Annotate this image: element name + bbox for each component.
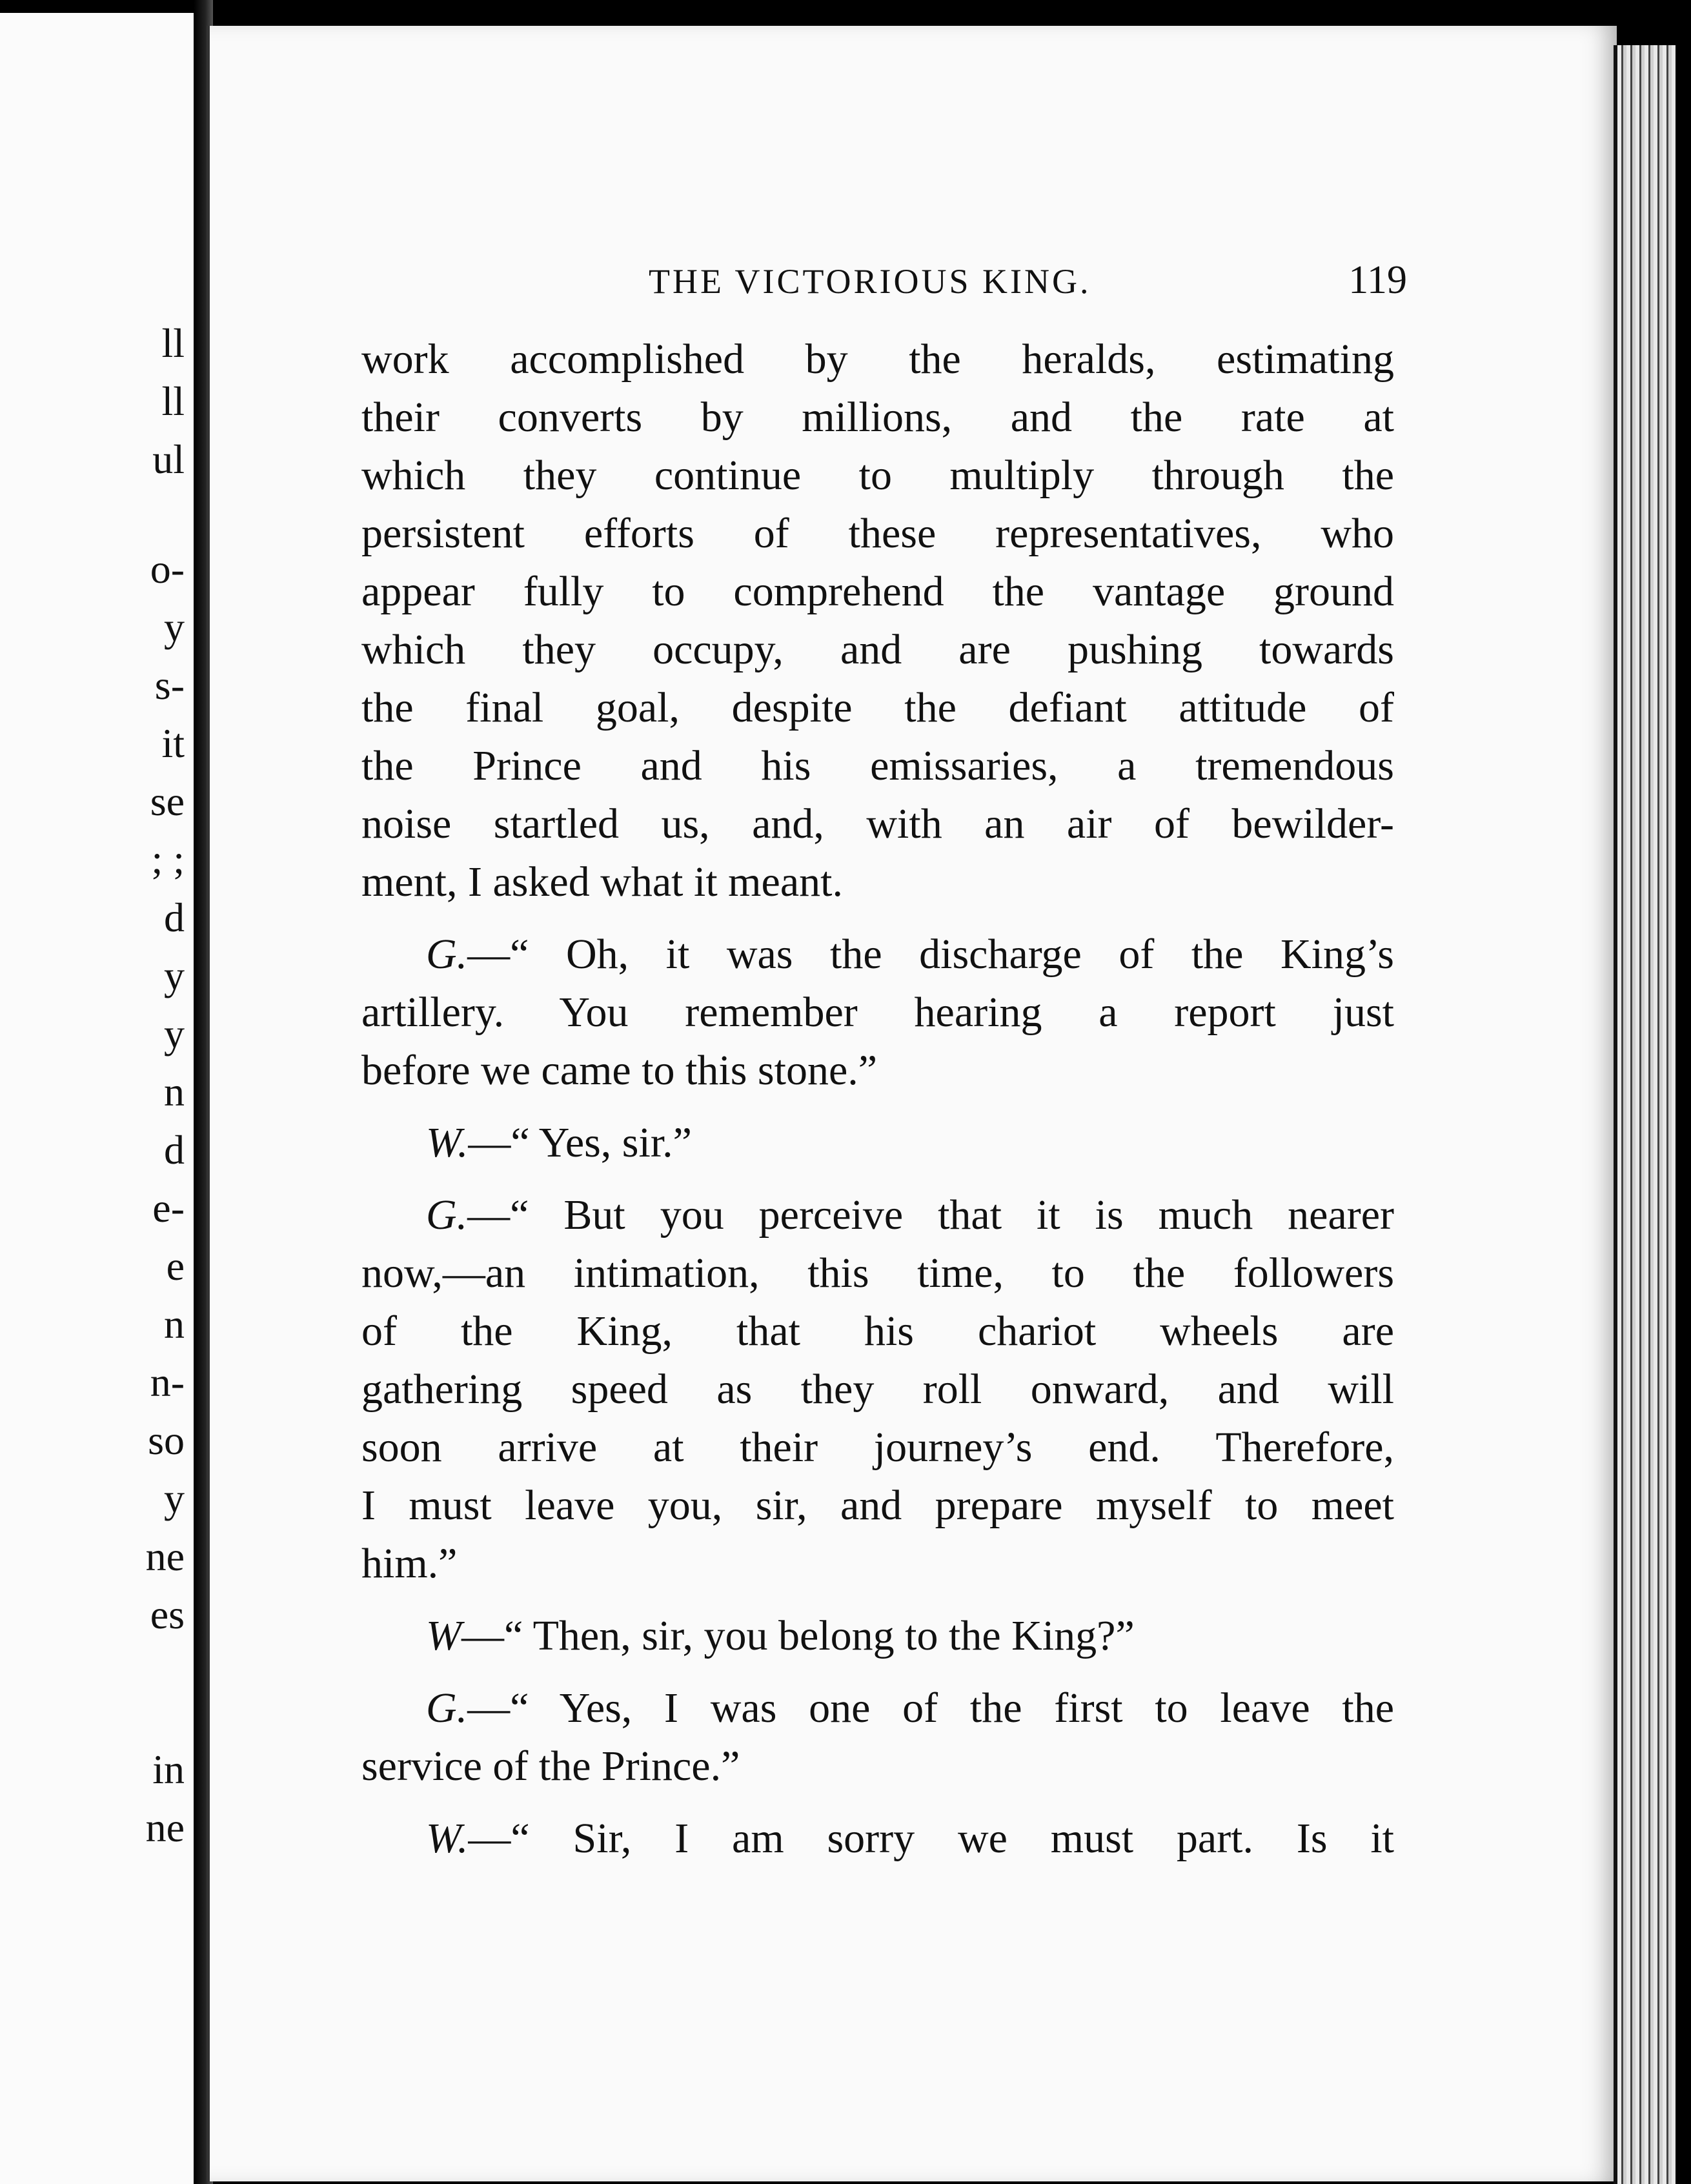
page-body — [361, 330, 1394, 1868]
speaker-label: W — [426, 1612, 461, 1659]
text-line — [361, 1679, 1394, 1737]
page-edges — [1614, 45, 1676, 2184]
left-fragment: n- — [150, 1359, 185, 1405]
left-fragment: y — [164, 604, 185, 650]
left-fragment: es — [150, 1592, 185, 1637]
paragraph — [361, 330, 1394, 911]
left-fragment: e — [166, 1243, 185, 1289]
left-fragment: se — [150, 778, 185, 824]
text-line — [361, 925, 1394, 984]
speaker-label: G. — [426, 1191, 468, 1239]
speaker-label: G. — [426, 1684, 468, 1732]
text-line — [361, 1607, 1394, 1665]
dialogue-text: —“ Then, sir, you belong to the King?” — [461, 1612, 1135, 1659]
left-fragment: d — [164, 895, 185, 940]
text-line: soon arrive at their journey’s end. Therefore, — [361, 1424, 1394, 1471]
dialogue-text: —“ Sir, I am sorry we must part. Is it — [468, 1815, 1394, 1862]
left-fragment: ne — [145, 1805, 185, 1850]
dialogue-text: —“ Yes, I was one of the first to leave the — [467, 1684, 1394, 1732]
left-fragment: it — [161, 720, 185, 766]
text-line: which they occupy, and are pushing towards — [361, 626, 1394, 673]
left-fragment: ll — [161, 378, 185, 424]
left-fragment: ll — [161, 320, 185, 366]
left-fragment: d — [164, 1127, 185, 1173]
left-fragment: n — [164, 1301, 185, 1347]
left-fragment: n — [164, 1069, 185, 1115]
left-fragment: ; ; — [151, 836, 185, 882]
left-fragment: o- — [150, 546, 185, 592]
left-fragment: so — [148, 1417, 185, 1463]
page-number: 119 — [1348, 258, 1407, 302]
text-line: their converts by millions, and the rate at — [361, 394, 1394, 441]
dialogue-paragraph — [361, 1114, 1394, 1172]
left-fragment: ul — [152, 436, 185, 482]
text-line — [361, 1114, 1394, 1172]
dialogue-text: —“ Yes, sir.” — [468, 1119, 692, 1166]
text-line: I must leave you, sir, and prepare myself to meet — [361, 1482, 1394, 1529]
left-fragment: y — [164, 1475, 185, 1521]
running-head: THE VICTORIOUS KING. — [649, 262, 1091, 301]
left-fragment: in — [152, 1746, 185, 1792]
speaker-label: W. — [426, 1119, 469, 1166]
text-line: before we came to this stone.” — [361, 1047, 878, 1094]
text-line: noise startled us, and, with an air of bewilder- — [361, 800, 1394, 847]
text-line: service of the Prince.” — [361, 1743, 740, 1790]
dialogue-paragraph — [361, 1679, 1394, 1795]
text-line — [361, 1186, 1394, 1244]
speaker-label: G. — [426, 931, 468, 978]
dialogue-paragraph — [361, 1810, 1394, 1868]
text-line: of the King, that his chariot wheels are — [361, 1308, 1394, 1355]
text-line: which they continue to multiply through the — [361, 452, 1394, 499]
text-line: persistent efforts of these representatives, who — [361, 510, 1394, 557]
text-line: ment, I asked what it meant. — [361, 858, 843, 905]
text-line: the final goal, despite the defiant attitude of — [361, 684, 1394, 731]
left-fragment: y — [164, 1011, 185, 1057]
text-line: artillery. You remember hearing a report just — [361, 989, 1394, 1036]
left-fragment: ne — [145, 1533, 185, 1579]
dialogue-paragraph — [361, 1607, 1394, 1665]
speaker-label: W. — [426, 1815, 469, 1862]
dialogue-text: —“ Oh, it was the discharge of the King’s — [467, 931, 1394, 978]
text-line: work accomplished by the heralds, estimating — [361, 336, 1394, 383]
text-line — [361, 1810, 1394, 1868]
text-line: the Prince and his emissaries, a tremendous — [361, 742, 1394, 789]
left-fragment: y — [164, 953, 185, 998]
facing-page-fragment — [0, 13, 197, 2184]
left-fragment: e- — [152, 1185, 185, 1231]
dialogue-paragraph — [361, 925, 1394, 1100]
left-fragment: s- — [154, 662, 185, 708]
dialogue-paragraph — [361, 1186, 1394, 1593]
text-line: appear fully to comprehend the vantage ground — [361, 568, 1394, 615]
dialogue-text: —“ But you perceive that it is much nearer — [467, 1191, 1394, 1239]
text-line: now,—an intimation, this time, to the followers — [361, 1249, 1394, 1297]
page-header — [649, 258, 1407, 313]
text-line: gathering speed as they roll onward, and will — [361, 1366, 1394, 1413]
text-line: him.” — [361, 1540, 458, 1587]
